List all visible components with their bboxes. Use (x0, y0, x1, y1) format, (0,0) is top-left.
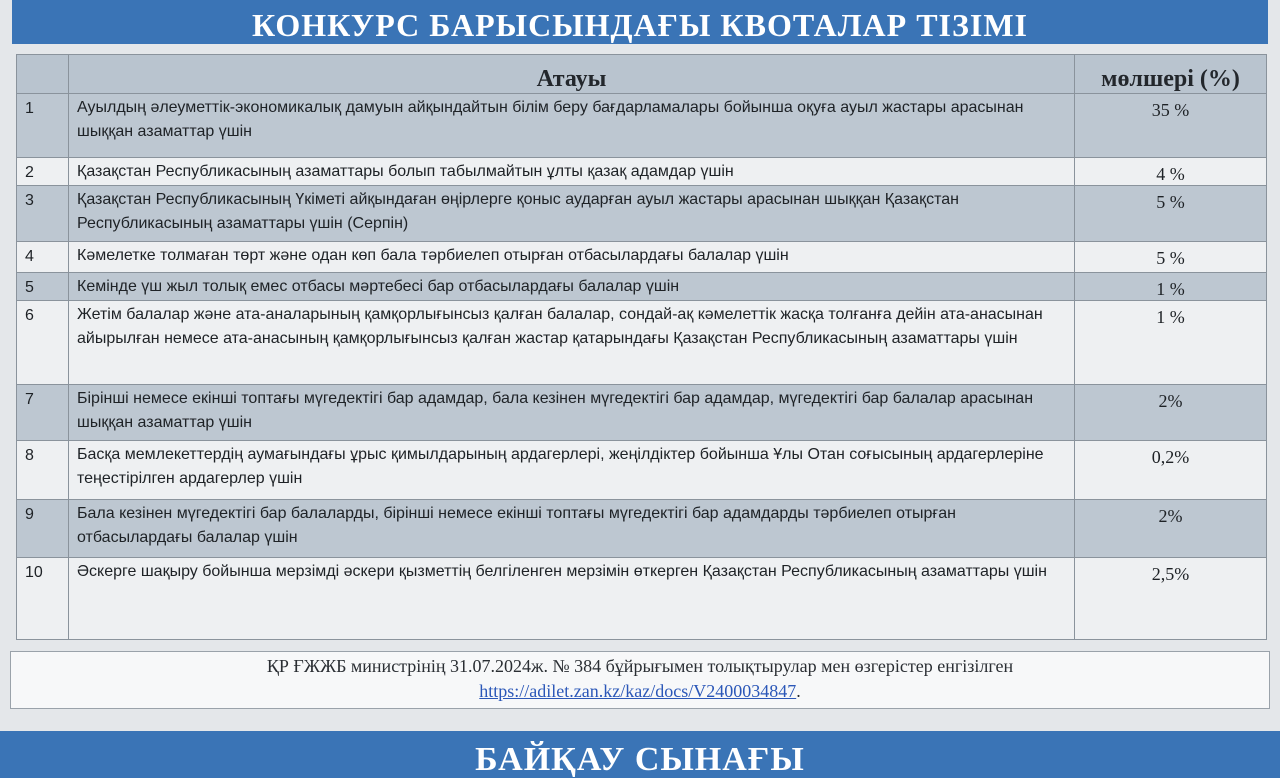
row-share: 5 % (1075, 186, 1267, 241)
column-header-share: мөлшері (%) (1075, 55, 1267, 94)
next-section-title: БАЙҚАУ СЫНАҒЫ (0, 731, 1280, 778)
row-number: 2 (17, 157, 69, 186)
row-number: 6 (17, 301, 69, 385)
row-name: Ауылдың әлеуметтік-экономикалық дамуын айқындайтын білім беру бағдарламалары бойынша оқуға ауыл жастары арасынан шыққан азаматтар үшін (69, 94, 1075, 158)
row-share: 5 % (1075, 241, 1267, 272)
row-number: 8 (17, 440, 69, 500)
row-name: Қазақстан Республикасының Үкіметі айқындаған өңірлерге қоныс аударған ауыл жастары арасынан шыққан Қазақстан Республикасының азаматтары үшін (Серпін) (69, 186, 1075, 241)
row-share: 4 % (1075, 157, 1267, 186)
row-share: 1 % (1075, 272, 1267, 301)
row-number: 5 (17, 272, 69, 301)
row-number: 9 (17, 500, 69, 557)
table-row (17, 557, 1267, 639)
table-row (17, 157, 1267, 186)
table-row (17, 272, 1267, 301)
row-name: Жетім балалар және ата-аналарының қамқорлығынсыз қалған балалар, сондай-ақ кәмелеттік жасқа толғанға дейін ата-анасынан айырылған немесе ата-анасының қамқорлығынсыз қалған жастар қатарындағы Қазақстан Республикасының азаматтары үшін (69, 301, 1075, 385)
row-name: Бірінші немесе екінші топтағы мүгедектігі бар адамдар, бала кезінен мүгедектігі бар адамдар, мүгедектігі бар балалар арасынан шыққан азаматтар үшін (69, 385, 1075, 440)
page-title: КОНКУРС БАРЫСЫНДАҒЫ КВОТАЛАР ТІЗІМІ (12, 0, 1268, 44)
row-number: 1 (17, 94, 69, 158)
column-header-number (17, 55, 69, 94)
row-share: 2% (1075, 385, 1267, 440)
table-row (17, 385, 1267, 440)
column-header-name: Атауы (69, 55, 1075, 94)
row-name: Әскерге шақыру бойынша мерзімді әскери қызметтің белгіленген мерзімін өткерген Қазақстан Республикасының азаматтары үшін (69, 557, 1075, 639)
link-suffix: . (796, 681, 801, 701)
row-number: 4 (17, 241, 69, 272)
row-number: 3 (17, 186, 69, 241)
footer-note-text: ҚР ҒЖЖБ министрінің 31.07.2024ж. № 384 бұйрығымен толықтырулар мен өзгерістер енгізілген (266, 656, 1014, 676)
adilet-link[interactable]: https://adilet.zan.kz/kaz/docs/V2400034847 (479, 681, 797, 701)
row-number: 10 (17, 557, 69, 639)
row-share: 0,2% (1075, 440, 1267, 500)
row-name: Бала кезінен мүгедектігі бар балаларды, бірінші немесе екінші топтағы мүгедектігі бар адамдарды тәрбиелеп отырған отбасылардағы балалар үшін (69, 500, 1075, 557)
row-name: Басқа мемлекеттердің аумағындағы ұрыс қимылдарының ардагерлері, жеңілдіктер бойынша Ұлы Отан соғысының ардагерлеріне теңестірілген ардагерлер үшін (69, 440, 1075, 500)
row-name: Қазақстан Республикасының азаматтары болып табылмайтын ұлты қазақ адамдар үшін (69, 157, 1075, 186)
table-row (17, 440, 1267, 500)
row-name: Кәмелетке толмаған төрт және одан көп бала тәрбиелеп отырған отбасылардағы балалар үшін (69, 241, 1075, 272)
footer-note (10, 651, 1270, 709)
table-row (17, 241, 1267, 272)
row-share: 35 % (1075, 94, 1267, 158)
table-row (17, 186, 1267, 241)
row-share: 1 % (1075, 301, 1267, 385)
row-share: 2,5% (1075, 557, 1267, 639)
table-row (17, 94, 1267, 158)
row-share: 2% (1075, 500, 1267, 557)
row-number: 7 (17, 385, 69, 440)
table-row (17, 301, 1267, 385)
table-header-row (17, 55, 1267, 94)
row-name: Кемінде үш жыл толық емес отбасы мәртебесі бар отбасылардағы балалар үшін (69, 272, 1075, 301)
table-row (17, 500, 1267, 557)
quota-table (16, 54, 1267, 640)
